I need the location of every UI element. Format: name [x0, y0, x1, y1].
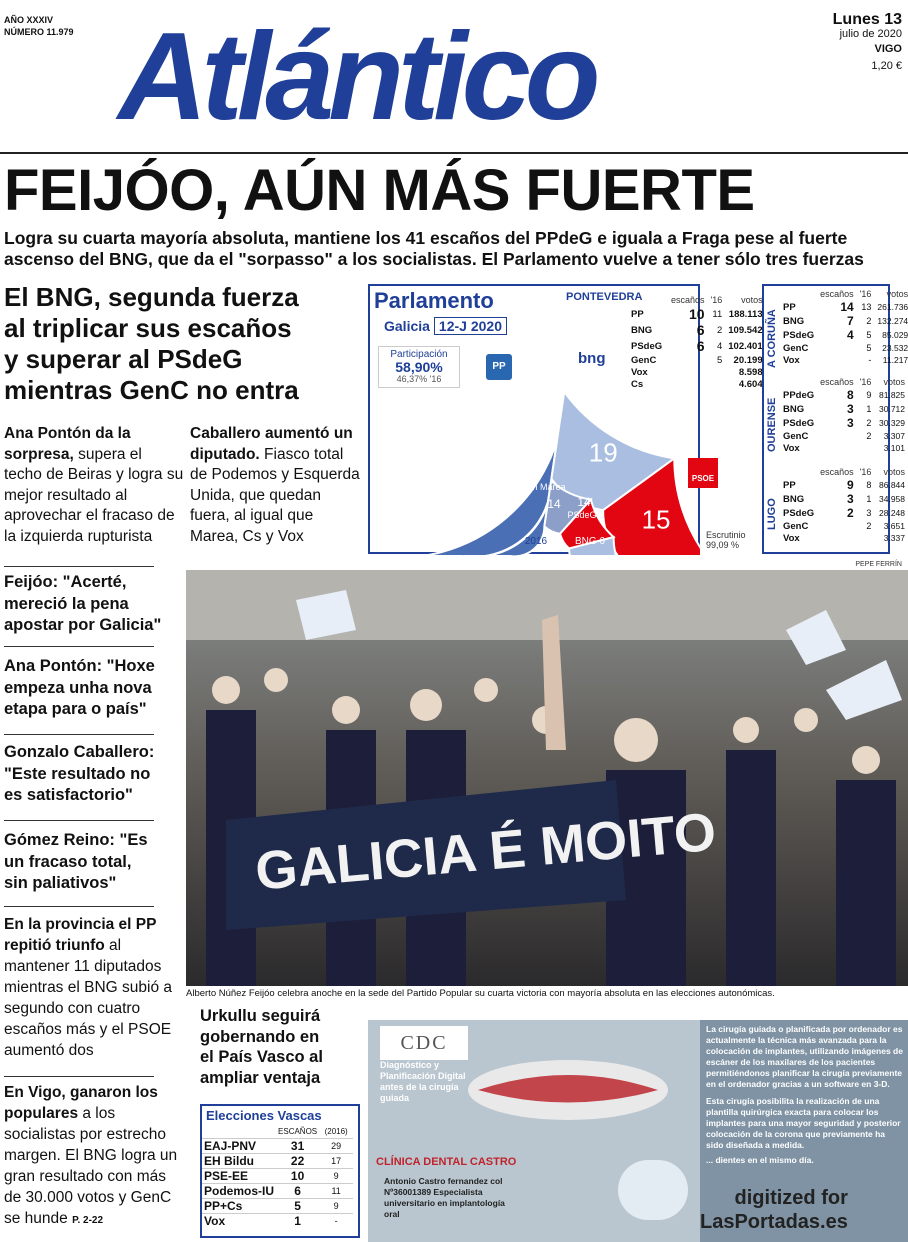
day: Lunes 13 [832, 11, 902, 28]
header-cell: escaños [671, 295, 705, 305]
headline-line: al triplicar sus escaños [4, 313, 292, 343]
header-cell: (2016) [324, 1126, 348, 1136]
basque-title: Elecciones Vascas [206, 1108, 322, 1123]
table-header [780, 466, 908, 478]
headline-line: el País Vasco al [200, 1048, 323, 1066]
header-cell: '16 [710, 295, 723, 305]
header-cell: votos [883, 467, 905, 477]
caballero-column [190, 424, 360, 547]
table-row [780, 416, 908, 430]
basque-table [202, 1125, 353, 1228]
coruna-title: A CORUÑA [766, 309, 778, 368]
table-cell: 4.604 [738, 378, 763, 390]
quote-line: Feijóo: "Acerté, [4, 573, 127, 591]
psoe-logo-icon: PSOE [688, 458, 718, 488]
seat-label: 41 [445, 449, 475, 480]
table-cell: 5 [866, 343, 872, 353]
table-cell [857, 442, 875, 454]
basque-elections-box [200, 1104, 360, 1238]
participation-label: Participación [390, 349, 448, 360]
scrutiny [706, 530, 746, 550]
table-cell: 132.274 [877, 316, 908, 326]
table-row [780, 388, 908, 402]
table-cell: - [868, 355, 872, 365]
table-cell: 11 [319, 1183, 353, 1198]
quote-line: sin paliativos" [4, 874, 117, 892]
quote-line: empeza unha nova [4, 678, 152, 697]
header-cell: escaños [820, 467, 854, 477]
table-cell: 4 [847, 328, 854, 342]
quote-caballero[interactable] [4, 742, 180, 807]
quote-line: Gonzalo Caballero: [4, 743, 155, 761]
table-cell: 2 [847, 506, 854, 520]
lugo-title: LUGO [766, 498, 778, 530]
table-cell: 8.598 [738, 366, 763, 378]
subhead-line: Logra su cuarta mayoría absoluta, mantiene los 41 escaños del PPdeG e iguala a Fraga pese al fuerte [4, 228, 848, 248]
header-cell: votos [741, 295, 763, 305]
table-cell [668, 366, 708, 378]
table-cell [668, 378, 708, 390]
pontevedra-table [628, 294, 766, 390]
table-cell: 30.329 [879, 418, 905, 428]
inner-label: 14 [547, 497, 561, 511]
header-cell [628, 294, 668, 306]
table-cell: 109.542 [728, 324, 763, 336]
table-cell: PSdeG [631, 340, 663, 352]
table-cell: 2 [716, 324, 723, 336]
hemicycle-chart [370, 380, 700, 556]
table-cell [668, 354, 708, 366]
photo-credit: PEPE FERRÍN [855, 561, 902, 568]
column-lead: Ana Pontón da la sorpresa, [4, 425, 131, 463]
parliament-title: Parlamento [374, 288, 494, 313]
date: julio de 2020 [839, 28, 902, 40]
table-cell: Vox [783, 354, 800, 366]
divider [4, 1076, 154, 1077]
column-body: Fiasco total de Podemos y Esquerda Unida, que quedan fuera, al igual que Marea, Cs y Vox [190, 445, 360, 545]
masthead-date [833, 12, 902, 74]
table-row [780, 354, 908, 366]
inner-label: PP [485, 498, 499, 509]
masthead-edition [4, 14, 74, 38]
inner-label: 41 [485, 511, 499, 523]
table-cell: 5 [276, 1198, 319, 1213]
ponton-column [4, 424, 184, 547]
table-cell [817, 354, 857, 366]
participation-prev: 46,37% '16 [396, 374, 442, 384]
table-row [780, 328, 908, 342]
urkullu-headline[interactable] [200, 1006, 360, 1088]
header-cell: '16 [859, 377, 872, 387]
quote-line: apostar por Galicia" [4, 616, 162, 634]
table-row [780, 492, 908, 506]
table-cell: 3.307 [883, 431, 905, 441]
table-header [780, 376, 908, 388]
vigo-note [4, 1082, 180, 1231]
headline-line: El BNG, segunda fuerza [4, 282, 299, 312]
ad-clinic: CLÍNICA DENTAL CASTRO [376, 1156, 517, 1168]
table-row [202, 1138, 353, 1153]
coruna-table [780, 288, 908, 366]
pp-logo-icon: PP [486, 354, 512, 380]
quote-line: Gómez Reino: "Es [4, 831, 148, 849]
table-cell: 1 [276, 1213, 319, 1228]
table-cell: PSdeG [783, 329, 815, 341]
header-cell: ESCAÑOS [278, 1126, 318, 1136]
table-cell: 2 [866, 431, 872, 441]
table-cell: 6 [276, 1183, 319, 1198]
table-row [780, 300, 908, 314]
table-cell [817, 520, 857, 532]
watermark-line: digitized for [734, 1187, 848, 1209]
table-cell [817, 532, 857, 544]
header-cell: votos [886, 289, 908, 299]
seat-label: 15 [641, 504, 671, 535]
table-cell: PSdeG [783, 417, 815, 429]
table-cell: 3 [847, 416, 854, 430]
table-row [780, 402, 908, 416]
header-cell: votos [883, 377, 905, 387]
table-row [628, 306, 766, 322]
main-photo[interactable] [186, 570, 908, 986]
quote-line: mereció la pena [4, 594, 129, 613]
table-cell: Vox [783, 442, 800, 454]
ad-tagline: Diagnóstico y Planificación Digital antes de la cirugía guiada [380, 1060, 466, 1103]
table-cell: GenC [631, 354, 657, 366]
pontevedra-title: PONTEVEDRA [566, 291, 643, 303]
table-cell [708, 378, 726, 390]
table-cell: Vox [202, 1213, 276, 1228]
note-body: a los socialistas por estrecho margen. El BNG logra un gran resultado con más de 30.000 votos y GenC se hunde [4, 1105, 178, 1227]
table-row [780, 430, 908, 442]
table-row [628, 322, 766, 338]
column-lead: Caballero aumentó un diputado. [190, 425, 353, 463]
table-cell: BNG [783, 315, 805, 327]
headline-line: Urkullu seguirá [200, 1007, 321, 1025]
table-cell: Cs [631, 378, 644, 390]
table-cell: PSdeG [783, 507, 815, 519]
table-cell: - [319, 1213, 353, 1228]
quote-ponton[interactable] [4, 656, 180, 721]
lugo-table [780, 466, 908, 544]
region: Galicia [384, 318, 430, 334]
table-cell: BNG [783, 493, 805, 505]
table-cell [817, 442, 857, 454]
inner-label: En Marea [526, 482, 566, 492]
parliament-subtitle [384, 318, 507, 334]
city: VIGO [874, 43, 902, 55]
table-cell: 14 [840, 300, 854, 314]
table-cell: 34.958 [879, 494, 905, 504]
table-cell: 6 [696, 338, 705, 354]
table-cell: 81.825 [879, 390, 905, 400]
table-cell: 9 [319, 1168, 353, 1183]
table-cell: 3 [847, 402, 854, 416]
header-cell [202, 1125, 276, 1138]
table-cell: 10 [688, 306, 705, 322]
ad-doctor: Antonio Castro fernandez col Nº36001389 Especialista universitario en implantología oral [384, 1176, 505, 1219]
table-cell: Vox [631, 366, 648, 378]
divider [4, 734, 154, 735]
inner-label: 14 [577, 495, 591, 509]
divider [4, 906, 154, 907]
table-cell: GenC [783, 430, 809, 442]
table-cell: 3.651 [883, 521, 905, 531]
table-header [202, 1125, 353, 1138]
table-cell: 261.736 [877, 302, 908, 312]
table-row [780, 478, 908, 492]
table-cell: 2 [866, 418, 872, 428]
quote-gomez-reino[interactable] [4, 830, 180, 895]
header-cell: '16 [859, 289, 872, 299]
table-cell: 30.712 [879, 404, 905, 414]
table-cell [817, 342, 857, 354]
table-row [202, 1168, 353, 1183]
ad-paragraph: La cirugía guiada o planificada por ordenador es actualmente la técnica más avanzada para la colocación de implantes, utilizando imágenes de escáner de los maxilares de los pacientes permitiéndonos planificar la cirugía previamente en el ordenador gracias a un software en 3-D. [706, 1024, 903, 1089]
table-cell: PP [631, 308, 644, 320]
quote-line: es satisfactorio" [4, 786, 133, 804]
price: 1,20 € [871, 60, 902, 72]
table-cell: BNG [783, 403, 805, 415]
table-cell: PP [783, 301, 796, 313]
table-row [628, 338, 766, 354]
table-cell: 2 [866, 521, 872, 531]
table-cell: 3.337 [883, 533, 905, 543]
quote-line: un fracaso total, [4, 852, 132, 871]
divider [4, 566, 154, 567]
table-cell: 7 [847, 314, 854, 328]
divider [4, 820, 154, 821]
bng-logo-icon: bng [578, 350, 606, 367]
table-cell: 13 [861, 302, 872, 312]
main-headline[interactable]: FEIJÓO, AÚN MÁS FUERTE [4, 158, 755, 223]
quote-line: "Este resultado no [4, 764, 151, 783]
headline-line: mientras GenC no entra [4, 375, 299, 405]
quote-line: Ana Pontón: "Hoxe [4, 657, 155, 675]
table-cell [857, 532, 875, 544]
table-cell: 1 [866, 494, 872, 504]
header-cell [780, 466, 817, 478]
table-row [780, 520, 908, 532]
headline-line: gobernando en [200, 1027, 320, 1046]
table-row [202, 1153, 353, 1168]
province-note [4, 914, 180, 1061]
table-cell: 9 [866, 390, 872, 400]
page-ref[interactable]: P. 2-22 [72, 1215, 104, 1226]
table-row [628, 354, 766, 366]
table-cell: 9 [319, 1198, 353, 1213]
table-row [780, 532, 908, 544]
table-cell: EH Bildu [202, 1153, 276, 1168]
header-cell: escaños [820, 377, 854, 387]
headline-line: ampliar ventaja [200, 1068, 321, 1087]
newspaper-logo[interactable]: Atlántico [118, 8, 595, 146]
table-cell: 29 [319, 1138, 353, 1153]
table-header [780, 288, 908, 300]
table-cell: GenC [783, 342, 809, 354]
table-cell: 8 [866, 480, 872, 490]
table-row [202, 1213, 353, 1228]
quote-feijoo[interactable] [4, 572, 180, 637]
header-cell: '16 [859, 467, 872, 477]
table-cell: EAJ-PNV [202, 1138, 276, 1153]
ad-paragraph: ... dientes en el mismo día. [706, 1155, 814, 1165]
table-row [202, 1198, 353, 1213]
main-subhead [4, 228, 908, 270]
inner-year-label: 2016 [524, 536, 548, 547]
header-cell [780, 288, 817, 300]
edition-number: NÚMERO 11.979 [4, 27, 74, 37]
note-lead: En Vigo, ganaron los populares [4, 1084, 158, 1122]
table-cell: 3 [847, 492, 854, 506]
table-header [628, 294, 766, 306]
table-row [780, 342, 908, 354]
table-cell [708, 366, 726, 378]
table-cell: 85.029 [882, 330, 908, 340]
table-cell [817, 430, 857, 442]
table-cell: 86.844 [879, 480, 905, 490]
ad-paragraph: Esta cirugía posibilita la realización de una plantilla quirúrgica exacta para colocar los implantes para una mayor seguridad y posterior colocación de la corona que previamente ha sido diseñada a medida. [706, 1096, 901, 1150]
table-cell: PPdeG [783, 389, 815, 401]
watermark-line: LasPortadas.es [700, 1211, 848, 1233]
banner-text: GALICIA É MOITO [252, 801, 719, 902]
note-lead: En la provincia el PP repitió triunfo [4, 916, 157, 954]
table-cell: 31 [276, 1138, 319, 1153]
column-body: supera el techo de Beiras y logra su mejor resultado al aprovechar el fracaso de la izquierda rupturista [4, 445, 184, 545]
table-cell: 17 [319, 1153, 353, 1168]
table-cell: 5 [866, 330, 872, 340]
table-cell: 20.199 [733, 354, 763, 366]
table-row [628, 366, 766, 378]
seat-label: 19 [588, 437, 618, 468]
table-cell: 22 [276, 1153, 319, 1168]
table-cell: 9 [847, 478, 854, 492]
table-cell: 188.113 [728, 308, 763, 320]
scrutiny-label: Escrutinio [706, 530, 746, 540]
table-cell: GenC [783, 520, 809, 532]
election-date: 12-J 2020 [434, 317, 507, 335]
cdc-logo-icon: CDC [380, 1026, 468, 1060]
table-cell: 8 [847, 388, 854, 402]
table-cell: Vox [783, 532, 800, 544]
ourense-title: OURENSE [766, 397, 778, 452]
table-cell: 6 [696, 322, 705, 338]
inner-label: PSdeG [567, 510, 597, 520]
table-row [780, 314, 908, 328]
table-cell: 10 [276, 1168, 319, 1183]
subhead-line: ascenso del BNG, que da el "sorpasso" a los socialistas. El Parlamento vuelve a tener sólo tres fuerzas [4, 249, 864, 269]
table-row [628, 378, 766, 390]
table-cell: PP+Cs [202, 1198, 276, 1213]
headline-line: y superar al PSdeG [4, 344, 243, 374]
table-cell: 4 [716, 340, 723, 352]
bng-headline[interactable] [4, 282, 356, 406]
quote-line: etapa para o país" [4, 700, 147, 718]
table-cell: 5 [716, 354, 723, 366]
table-cell: 3 [866, 508, 872, 518]
table-cell: 2 [866, 316, 872, 326]
watermark [700, 1186, 848, 1234]
table-cell: 11 [712, 308, 723, 320]
table-cell: 1 [866, 404, 872, 414]
table-cell: 28.248 [879, 508, 905, 518]
inner-label: BNG 6 [574, 536, 606, 547]
participation-value: 58,90% [395, 359, 443, 375]
header-cell: escaños [820, 289, 854, 299]
edition-year: AÑO XXXIV [4, 15, 54, 25]
ad-text [706, 1024, 904, 1166]
header-cell [780, 376, 817, 388]
masthead-rule [0, 152, 908, 154]
table-cell: BNG [631, 324, 653, 336]
ourense-table [780, 376, 908, 454]
table-cell: PSE-EE [202, 1168, 276, 1183]
table-cell: 23.532 [882, 343, 908, 353]
table-cell: 11.217 [882, 355, 908, 365]
table-row [202, 1183, 353, 1198]
table-row [780, 442, 908, 454]
table-cell: 3.101 [883, 443, 905, 453]
table-row [780, 506, 908, 520]
note-body: al mantener 11 diputados mientras el BNG subió a segundo con cuatro escaños más y el PSOE aumentó dos [4, 937, 172, 1059]
table-cell: PP [783, 479, 796, 491]
table-cell: 102.401 [728, 340, 763, 352]
divider [4, 646, 154, 647]
photo-caption: Alberto Núñez Feijóo celebra anoche en la sede del Partido Popular su cuarta victoria con mayoría absoluta en las elecciones autonómicas. [186, 988, 775, 999]
table-cell: Podemos-IU [204, 1183, 275, 1198]
scrutiny-value: 99,09 % [706, 540, 740, 550]
